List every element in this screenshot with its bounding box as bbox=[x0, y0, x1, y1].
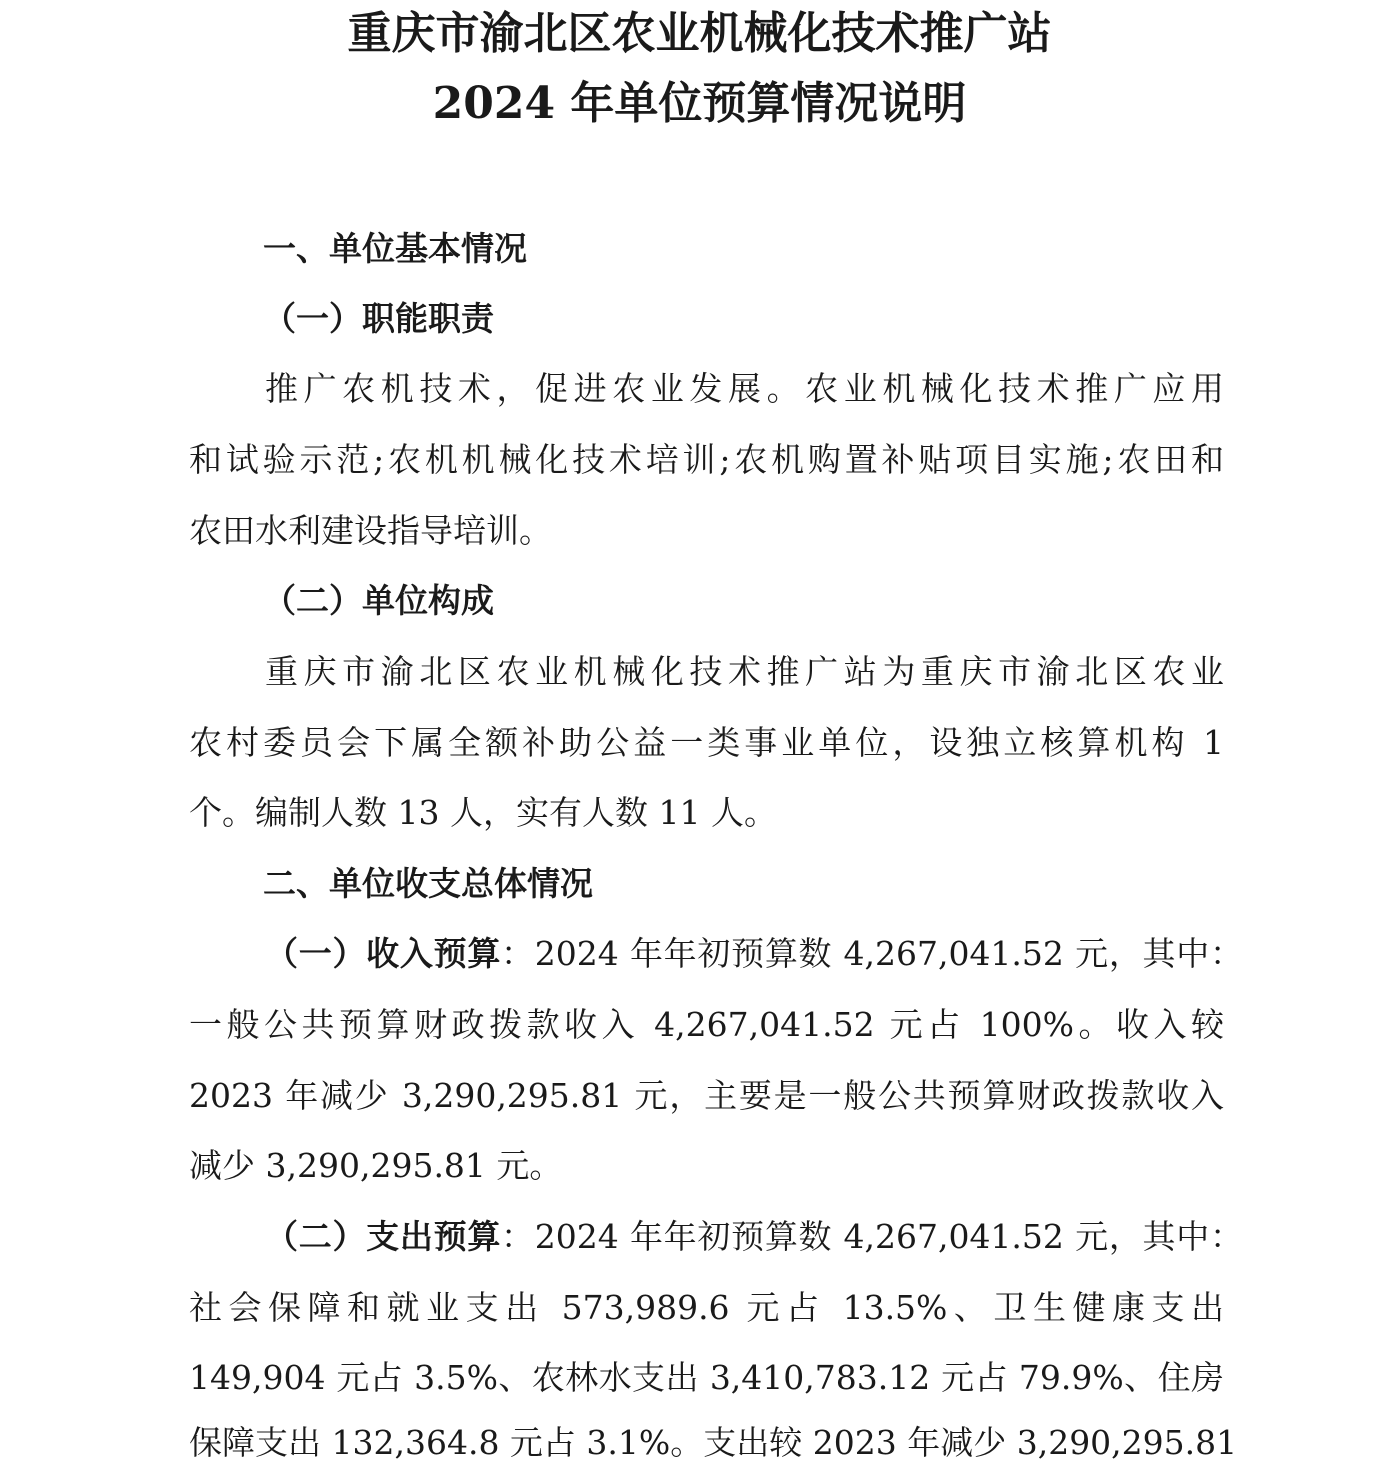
section-heading-budget-overview: 二、单位收支总体情况 bbox=[263, 864, 593, 903]
composition-line: 个。编制人数 13 人，实有人数 11 人。 bbox=[189, 793, 777, 832]
income-line bbox=[265, 931, 1243, 977]
expense-lead: （二）支出预算 bbox=[265, 1217, 502, 1256]
composition-line: 重庆市渝北区农业机械化技术推广站为重庆市渝北区农业 bbox=[265, 652, 1224, 691]
expense-line: 保障支出 132,364.8 元占 3.1%。支出较 2023 年减少 3,290,295.81 bbox=[189, 1423, 1238, 1462]
duties-line: 推广农机技术，促进农业发展。农业机械化技术推广应用 bbox=[265, 369, 1224, 408]
expense-line bbox=[265, 1214, 1243, 1260]
composition-line: 农村委员会下属全额补助公益一类事业单位，设独立核算机构 1 bbox=[189, 723, 1224, 762]
section-heading-basic-info: 一、单位基本情况 bbox=[263, 229, 527, 268]
subheading-duties: （一）职能职责 bbox=[263, 299, 494, 338]
subheading-composition: （二）单位构成 bbox=[263, 581, 494, 620]
income-line-rest: ：2024 年年初预算数 4,267,041.52 元，其中： bbox=[501, 934, 1244, 973]
document-title-line-1: 重庆市渝北区农业机械化技术推广站 bbox=[347, 8, 1052, 59]
income-line: 减少 3,290,295.81 元。 bbox=[189, 1146, 563, 1185]
income-line: 一般公共预算财政拨款收入 4,267,041.52 元占 100%。收入较 bbox=[189, 1005, 1224, 1044]
expense-line-rest: ：2024 年年初预算数 4,267,041.52 元，其中： bbox=[501, 1217, 1244, 1256]
duties-line: 和试验示范;农机机械化技术培训;农机购置补贴项目实施;农田和 bbox=[189, 440, 1224, 479]
income-lead: （一）收入预算 bbox=[265, 934, 502, 973]
document-title-line-2: 2024 年单位预算情况说明 bbox=[432, 78, 967, 129]
expense-line: 149,904 元占 3.5%、农林水支出 3,410,783.12 元占 79.9%、住房 bbox=[189, 1358, 1224, 1397]
income-line: 2023 年减少 3,290,295.81 元，主要是一般公共预算财政拨款收入 bbox=[189, 1076, 1224, 1115]
duties-line: 农田水利建设指导培训。 bbox=[189, 511, 552, 550]
expense-line: 社会保障和就业支出 573,989.6 元占 13.5%、卫生健康支出 bbox=[189, 1288, 1224, 1327]
